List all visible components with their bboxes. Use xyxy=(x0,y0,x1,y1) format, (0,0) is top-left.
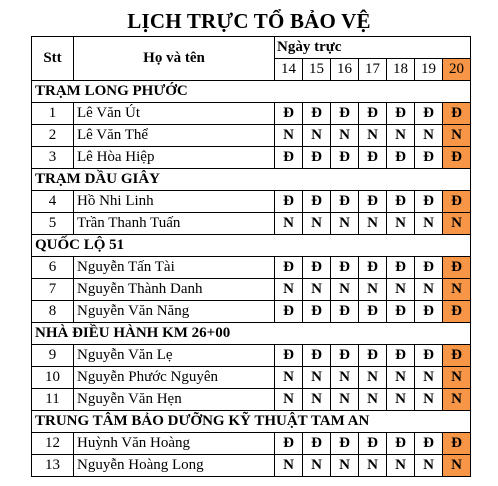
shift-cell: Đ xyxy=(359,147,387,169)
shift-cell: Đ xyxy=(303,147,331,169)
section-title: NHÀ ĐIỀU HÀNH KM 26+00 xyxy=(32,323,471,345)
row-name: Lê Văn Thể xyxy=(74,125,275,147)
header-days-label: Ngày trực xyxy=(275,37,471,59)
shift-cell: N xyxy=(275,367,303,389)
section-row xyxy=(32,323,471,345)
shift-cell: N xyxy=(387,455,415,477)
shift-cell: N xyxy=(387,389,415,411)
shift-cell: Đ xyxy=(387,147,415,169)
row-name: Hồ Nhi Linh xyxy=(74,191,275,213)
header-name: Họ và tên xyxy=(74,37,275,81)
shift-cell: N xyxy=(303,367,331,389)
duty-schedule-table xyxy=(31,36,471,477)
table-row xyxy=(32,433,471,455)
shift-cell: Đ xyxy=(415,345,443,367)
table-row xyxy=(32,345,471,367)
shift-cell: N xyxy=(275,455,303,477)
shift-cell: Đ xyxy=(387,301,415,323)
row-name: Lê Văn Út xyxy=(74,103,275,125)
table-row xyxy=(32,191,471,213)
shift-cell: Đ xyxy=(443,103,471,125)
shift-cell: N xyxy=(331,279,359,301)
shift-cell: N xyxy=(331,455,359,477)
header-day-6: 20 xyxy=(443,59,471,81)
row-name: Nguyễn Hoàng Long xyxy=(74,455,275,477)
section-row xyxy=(32,169,471,191)
section-title: TRUNG TÂM BẢO DƯỠNG KỸ THUẬT TAM AN xyxy=(32,411,471,433)
shift-cell: N xyxy=(359,455,387,477)
shift-cell: N xyxy=(359,367,387,389)
table-row xyxy=(32,125,471,147)
shift-cell: Đ xyxy=(275,147,303,169)
shift-cell: N xyxy=(359,125,387,147)
section-title: QUỐC LỘ 51 xyxy=(32,235,471,257)
shift-cell: Đ xyxy=(331,191,359,213)
section-title: TRẠM DẦU GIÂY xyxy=(32,169,471,191)
shift-cell: N xyxy=(303,455,331,477)
shift-cell: Đ xyxy=(275,191,303,213)
shift-cell: N xyxy=(415,125,443,147)
row-name: Nguyễn Tấn Tài xyxy=(74,257,275,279)
shift-cell: N xyxy=(415,279,443,301)
shift-cell: Đ xyxy=(443,147,471,169)
shift-cell: Đ xyxy=(387,345,415,367)
header-day-2: 16 xyxy=(331,59,359,81)
header-day-0: 14 xyxy=(275,59,303,81)
header-day-4: 18 xyxy=(387,59,415,81)
shift-cell: N xyxy=(387,125,415,147)
header-day-1: 15 xyxy=(303,59,331,81)
row-name: Huỳnh Văn Hoàng xyxy=(74,433,275,455)
shift-cell: Đ xyxy=(303,103,331,125)
shift-cell: N xyxy=(387,367,415,389)
shift-cell: Đ xyxy=(387,257,415,279)
row-stt: 3 xyxy=(32,147,74,169)
page-title: LỊCH TRỰC TỔ BẢO VỆ xyxy=(127,9,371,33)
shift-cell: Đ xyxy=(443,345,471,367)
shift-cell: Đ xyxy=(303,345,331,367)
shift-cell: Đ xyxy=(443,301,471,323)
shift-cell: Đ xyxy=(331,345,359,367)
shift-cell: Đ xyxy=(415,147,443,169)
shift-cell: N xyxy=(331,213,359,235)
shift-cell: N xyxy=(443,389,471,411)
shift-cell: N xyxy=(331,367,359,389)
section-title: TRẠM LONG PHƯỚC xyxy=(32,81,471,103)
shift-cell: Đ xyxy=(303,301,331,323)
shift-cell: N xyxy=(443,455,471,477)
shift-cell: N xyxy=(303,389,331,411)
row-stt: 6 xyxy=(32,257,74,279)
section-row xyxy=(32,411,471,433)
row-name: Nguyễn Thành Danh xyxy=(74,279,275,301)
table-row xyxy=(32,103,471,125)
shift-cell: N xyxy=(359,389,387,411)
shift-cell: Đ xyxy=(275,257,303,279)
shift-cell: Đ xyxy=(443,257,471,279)
row-name: Nguyễn Văn Năng xyxy=(74,301,275,323)
table-row xyxy=(32,301,471,323)
shift-cell: N xyxy=(415,455,443,477)
shift-cell: Đ xyxy=(359,103,387,125)
shift-cell: N xyxy=(303,125,331,147)
row-stt: 11 xyxy=(32,389,74,411)
shift-cell: Đ xyxy=(359,345,387,367)
row-stt: 8 xyxy=(32,301,74,323)
shift-cell: Đ xyxy=(443,191,471,213)
shift-cell: N xyxy=(359,213,387,235)
shift-cell: Đ xyxy=(275,433,303,455)
section-row xyxy=(32,235,471,257)
shift-cell: Đ xyxy=(331,257,359,279)
row-stt: 10 xyxy=(32,367,74,389)
row-stt: 9 xyxy=(32,345,74,367)
row-stt: 12 xyxy=(32,433,74,455)
shift-cell: N xyxy=(275,213,303,235)
shift-cell: N xyxy=(303,279,331,301)
shift-cell: N xyxy=(359,279,387,301)
shift-cell: Đ xyxy=(275,301,303,323)
shift-cell: Đ xyxy=(303,433,331,455)
shift-cell: N xyxy=(275,389,303,411)
shift-cell: Đ xyxy=(331,301,359,323)
shift-cell: Đ xyxy=(359,257,387,279)
row-stt: 4 xyxy=(32,191,74,213)
shift-cell: Đ xyxy=(387,191,415,213)
shift-cell: N xyxy=(331,125,359,147)
shift-cell: Đ xyxy=(331,103,359,125)
shift-cell: Đ xyxy=(443,433,471,455)
table-row xyxy=(32,455,471,477)
row-stt: 2 xyxy=(32,125,74,147)
shift-cell: N xyxy=(387,279,415,301)
row-stt: 1 xyxy=(32,103,74,125)
row-name: Nguyễn Phước Nguyên xyxy=(74,367,275,389)
shift-cell: Đ xyxy=(303,257,331,279)
shift-cell: N xyxy=(415,367,443,389)
row-name: Nguyễn Văn Hẹn xyxy=(74,389,275,411)
table-row xyxy=(32,279,471,301)
shift-cell: N xyxy=(303,213,331,235)
row-name: Nguyễn Văn Lẹ xyxy=(74,345,275,367)
header-stt: Stt xyxy=(32,37,74,81)
table-row xyxy=(32,147,471,169)
shift-cell: N xyxy=(443,125,471,147)
table-row xyxy=(32,367,471,389)
shift-cell: N xyxy=(387,213,415,235)
shift-cell: N xyxy=(443,367,471,389)
row-stt: 5 xyxy=(32,213,74,235)
shift-cell: N xyxy=(275,279,303,301)
row-name: Lê Hòa Hiệp xyxy=(74,147,275,169)
shift-cell: Đ xyxy=(415,103,443,125)
row-name: Trần Thanh Tuấn xyxy=(74,213,275,235)
shift-cell: Đ xyxy=(275,103,303,125)
shift-cell: Đ xyxy=(415,433,443,455)
shift-cell: Đ xyxy=(415,257,443,279)
row-stt: 13 xyxy=(32,455,74,477)
row-stt: 7 xyxy=(32,279,74,301)
section-row xyxy=(32,81,471,103)
shift-cell: Đ xyxy=(359,301,387,323)
table-row xyxy=(32,389,471,411)
shift-cell: Đ xyxy=(387,433,415,455)
shift-cell: N xyxy=(415,389,443,411)
header-day-3: 17 xyxy=(359,59,387,81)
header-day-5: 19 xyxy=(415,59,443,81)
shift-cell: Đ xyxy=(275,345,303,367)
shift-cell: N xyxy=(275,125,303,147)
shift-cell: N xyxy=(443,279,471,301)
shift-cell: Đ xyxy=(415,301,443,323)
shift-cell: N xyxy=(415,213,443,235)
shift-cell: Đ xyxy=(415,191,443,213)
shift-cell: Đ xyxy=(303,191,331,213)
shift-cell: Đ xyxy=(331,147,359,169)
shift-cell: Đ xyxy=(387,103,415,125)
shift-cell: N xyxy=(331,389,359,411)
shift-cell: Đ xyxy=(359,433,387,455)
shift-cell: Đ xyxy=(359,191,387,213)
table-row xyxy=(32,257,471,279)
shift-cell: N xyxy=(443,213,471,235)
shift-cell: Đ xyxy=(331,433,359,455)
table-row xyxy=(32,213,471,235)
